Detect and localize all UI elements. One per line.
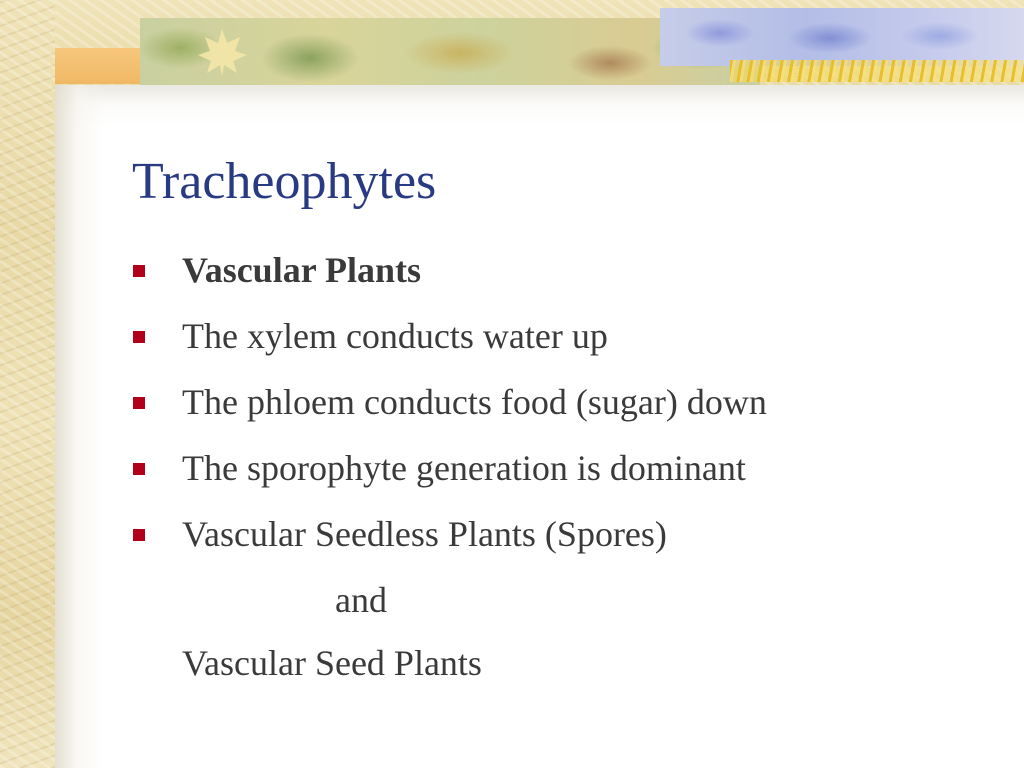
- left-strip-shadow: [55, 85, 105, 768]
- banner-blue-flowers: [660, 8, 1024, 66]
- banner-golden-grass: [730, 60, 1024, 82]
- bullet-continuation: [130, 574, 1000, 637]
- square-bullet-icon: [133, 529, 145, 541]
- square-bullet-icon: [133, 463, 145, 475]
- slide-title: Tracheophytes: [132, 153, 437, 210]
- square-bullet-icon: [133, 265, 145, 277]
- banner-shadow: [55, 85, 1024, 125]
- bullet-text: The xylem conducts water up: [182, 316, 608, 356]
- bullet-text: The phloem conducts food (sugar) down: [182, 382, 767, 422]
- bullet-item: [130, 376, 1000, 442]
- bullet-text: Vascular Seedless Plants (Spores): [182, 514, 667, 554]
- continuation-text: Vascular Seed Plants: [182, 643, 482, 683]
- bullet-item: [130, 442, 1000, 508]
- bullet-text: Vascular Plants: [182, 250, 422, 290]
- square-bullet-icon: [133, 331, 145, 343]
- continuation-text: and: [335, 580, 387, 620]
- bullet-item: [130, 310, 1000, 376]
- bullet-item: [130, 508, 1000, 574]
- left-textured-strip: [0, 0, 55, 768]
- maple-leaf-icon: [195, 25, 250, 80]
- square-bullet-icon: [133, 397, 145, 409]
- bullet-item: [130, 244, 1000, 310]
- bullet-text: The sporophyte generation is dominant: [182, 448, 746, 488]
- bullet-continuation: [130, 637, 1000, 700]
- bullet-list: [130, 244, 1000, 700]
